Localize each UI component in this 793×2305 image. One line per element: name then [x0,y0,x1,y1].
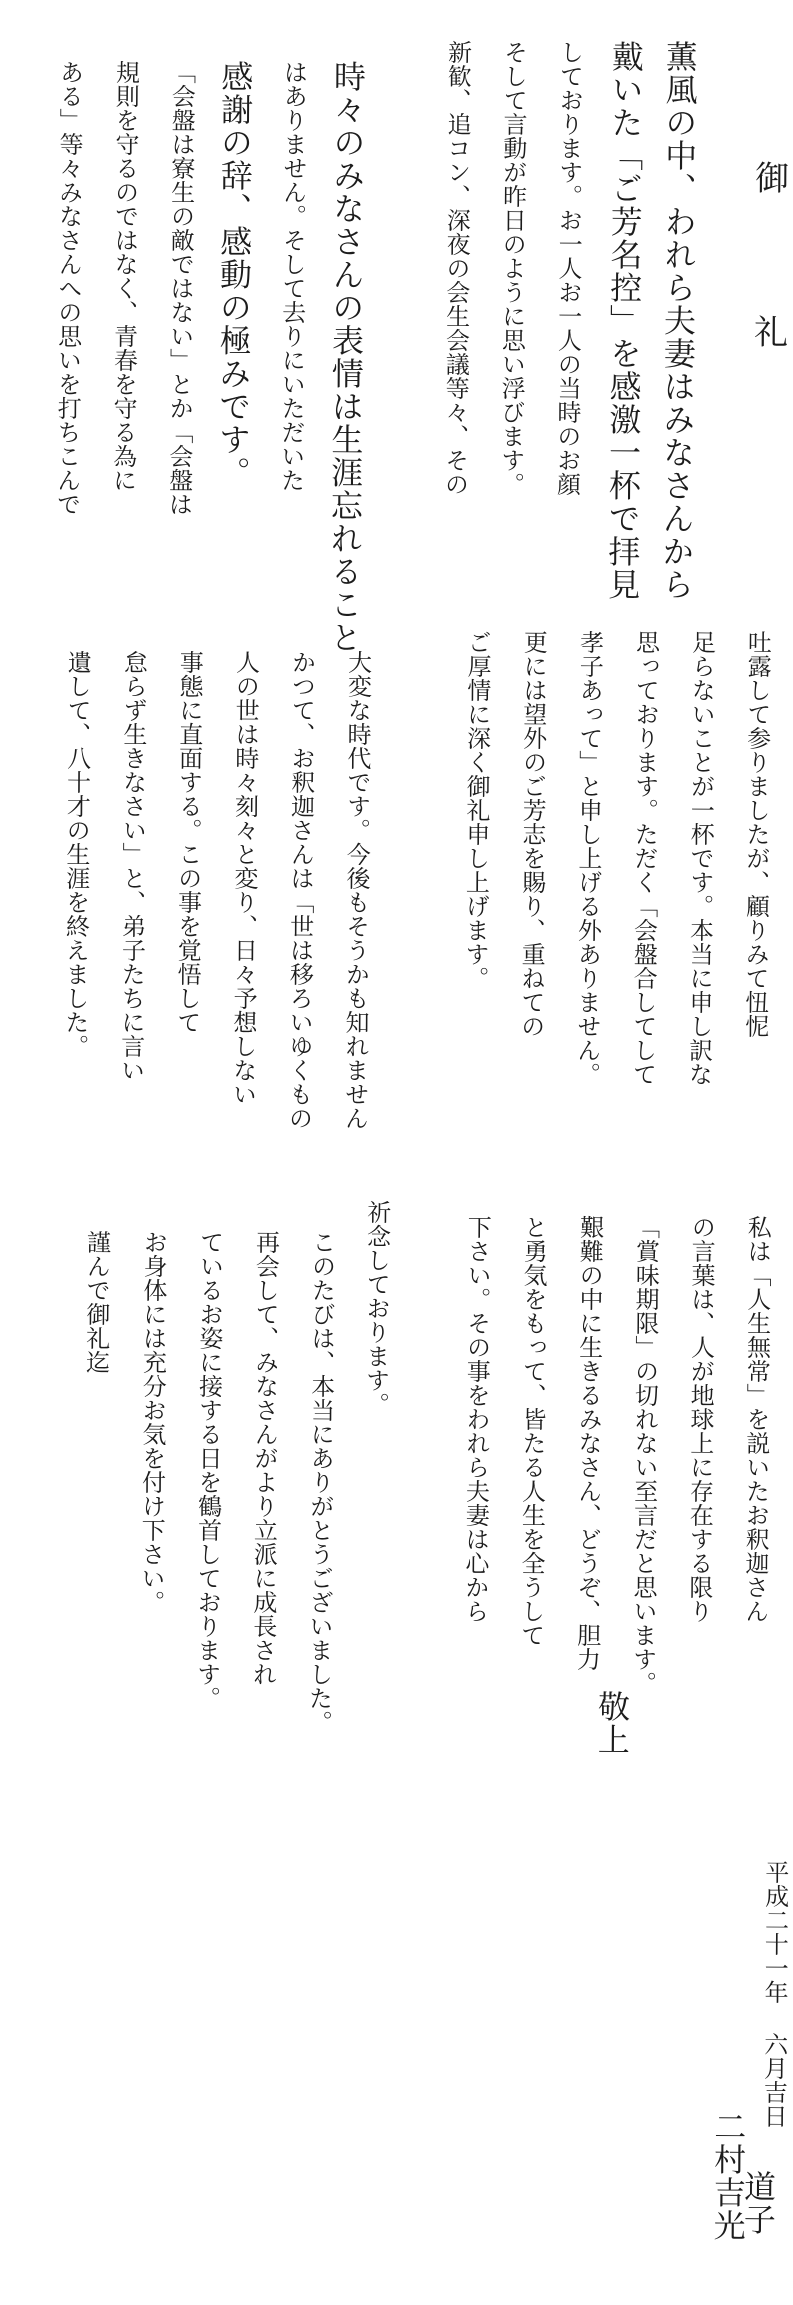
section-1-line: 戴いた「ご芳名控」を感激一杯で拝見 [603,39,645,602]
section-1-line: 新歓、追コン、深夜の会生会議等々、その [440,39,472,497]
section-2-line: かつて、お釈迦さんは「世は移ろいゆくもの [284,649,316,1131]
section-2-line: 事態に直面する。この事を覚悟して [172,649,204,1035]
section-3-line: このたびは、本当にありがとうございました。 [304,1229,336,1735]
section-1-line: しております。お一人お一人の当時のお顔 [552,39,584,497]
section-2-line: 思っております。ただく「会盤合してして [628,629,660,1087]
section-3-line: 下さい。その事をわれら夫妻は心から [460,1214,492,1624]
section-1-line: はありません。そして去りにいただいた [276,59,308,493]
letter-date: 平成二十一年 六月吉日 [759,1859,789,2129]
section-1-line: 感謝の辞、感動の極みです。 [213,59,255,490]
section-1-line: そして言動が昨日のように思い浮びます。 [496,39,528,497]
section-2-line: ご厚情に深く御礼申し上げます。 [460,629,492,991]
section-3-line: 「賞味期限」の切れない至言だと思います。 [628,1214,660,1696]
section-2-line: 人の世は時々刻々と変り、日々予想しない [228,649,260,1107]
section-1-line: 規則を守るのではなく、青春を守る為に [108,59,140,493]
section-1-line: 薫風の中、われら夫妻はみなさんから [657,39,699,602]
signer-name-2: 道子 [738,2169,778,2237]
section-3-line: 再会して、みなさんがより立派に成長され [248,1229,280,1687]
section-1-line: 時々のみなさんの表情は生涯忘れること [324,59,368,655]
section-2-line: 遺して、八十才の生涯を終えました。 [60,649,92,1059]
section-2-line: 孝子あって」と申し上げる外ありません。 [572,629,604,1087]
section-3-line: お身体には充分お気を付け下さい。 [136,1229,168,1615]
section-2-line: 吐露して参りましたが、顧りみて忸怩 [740,629,772,1039]
closing-salutation: 敬上 [592,1689,632,1757]
section-3-line: 祈念しております。 [361,1199,391,1417]
section-3-line: と勇気をもって、皆たる人生を全うして [516,1214,548,1648]
section-2-line: 怠らず生きなさい」と、弟子たちに言い [116,649,148,1083]
section-3-line: の言葉は、人が地球上に存在する限り [684,1214,716,1624]
section-2-line: 大変な時代です。今後もそうかも知れません [340,649,372,1131]
section-3-line: 私は「人生無常」を説いたお釈迦さん [740,1214,772,1624]
section-2-line: 足らないことが一杯です。本当に申し訳な [684,629,716,1087]
section-3-line: 艱難の中に生きるみなさん、どうぞ、胆力 [572,1214,604,1672]
section-2-line: 更には望外のご芳志を賜り、重ねての [516,629,548,1039]
section-3-line: ているお姿に接する日を鶴首しております。 [192,1229,224,1711]
signer-name: 二村吉光 [708,2109,748,2243]
section-3-line: 謹んで御礼迄 [81,1229,111,1375]
letter-title: 御 礼 [747,159,789,389]
section-1-line: ある」等々みなさんへの思いを打ちこんで [52,59,84,517]
section-1-line: 「会盤は寮生の敵ではない」とか「会盤は [164,59,196,517]
